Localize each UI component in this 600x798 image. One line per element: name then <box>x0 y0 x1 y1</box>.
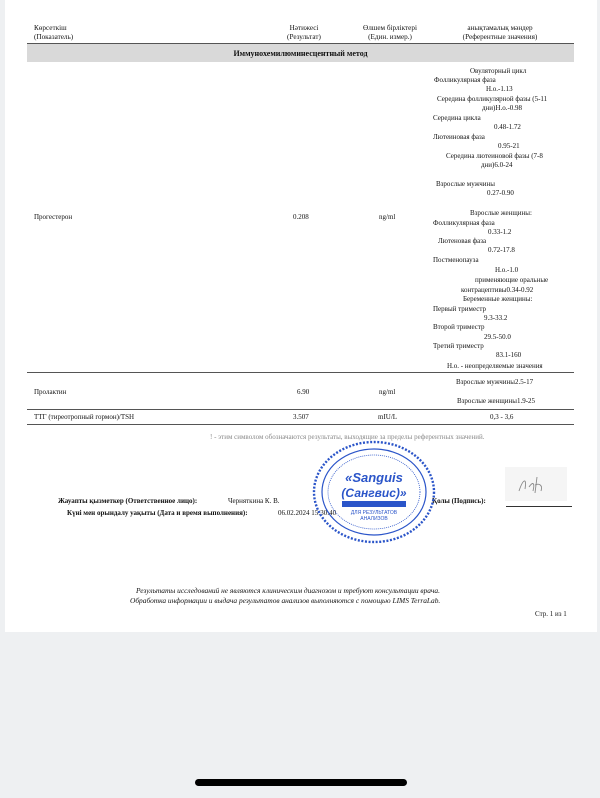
responsible-value: Черняткина К. В. <box>228 497 280 505</box>
section-title: Иммунохемилюминесцентный метод <box>27 44 574 62</box>
responsible-label: Жауапты қызметкер (Ответственное лицо): <box>58 497 198 505</box>
prolactin-ref-women: Взрослые женщины1.9-25 <box>457 397 536 405</box>
page-number: Стр. 1 из 1 <box>535 610 567 618</box>
row-divider <box>27 372 574 373</box>
tsh-result: 3.507 <box>293 413 309 421</box>
stamp-text-1: «Sanguis <box>345 470 403 485</box>
stamp-text-4: АНАЛИЗОВ <box>360 516 388 522</box>
progesterone-name: Прогестерон <box>34 213 73 221</box>
stamp-text-2: (Сангвис)» <box>341 486 407 500</box>
row-divider <box>27 409 574 410</box>
tsh-reference: 0,3 - 3,6 <box>490 413 514 421</box>
signature-label: Қолы (Подпись): <box>432 497 486 505</box>
header-unit: Өлшем бірліктері (Един. измер.) <box>363 24 417 41</box>
header-result: Нәтижесі (Результат) <box>287 24 321 41</box>
out-of-range-note: ! - этим символом обозначаются результаты, выходящие за пределы референтных значений. <box>210 433 485 441</box>
signature-line <box>506 506 572 507</box>
header-reference: анықтамалық мәндер (Референтные значения) <box>462 24 538 41</box>
home-indicator[interactable] <box>195 779 407 786</box>
prolactin-name: Пролактин <box>34 388 67 396</box>
tsh-unit: mIU/L <box>378 413 398 421</box>
prolactin-result: 6.90 <box>297 388 310 396</box>
datetime-label: Күні мен орындалу уақыты (Дата и время выполнения): <box>67 509 248 517</box>
footer-disclaimer: Результаты исследований не являются клиническим диагнозом и требуют консультации врача. <box>136 586 440 595</box>
handwritten-signature <box>505 467 567 501</box>
prolactin-ref-men: Взрослые мужчины2.5-17 <box>456 378 534 386</box>
footer-lims: Обработка информации и выдача результатов анализов выполняются с помощью LIMS TerraLab. <box>130 596 441 605</box>
header-indicator: Көрсеткіш (Показатель) <box>34 24 74 41</box>
stamp-text-3: ДЛЯ РЕЗУЛЬТАТОВ <box>350 510 398 516</box>
prolactin-unit: ng/ml <box>379 388 396 396</box>
row-divider <box>27 424 574 425</box>
datetime-value: 06.02.2024 15:30:40 <box>278 509 337 517</box>
progesterone-unit: ng/ml <box>379 213 396 221</box>
tsh-name: ТТГ (тиреотропный гормон)/TSH <box>34 413 135 421</box>
progesterone-result: 0.208 <box>293 213 309 221</box>
stamp-seal <box>312 440 437 544</box>
